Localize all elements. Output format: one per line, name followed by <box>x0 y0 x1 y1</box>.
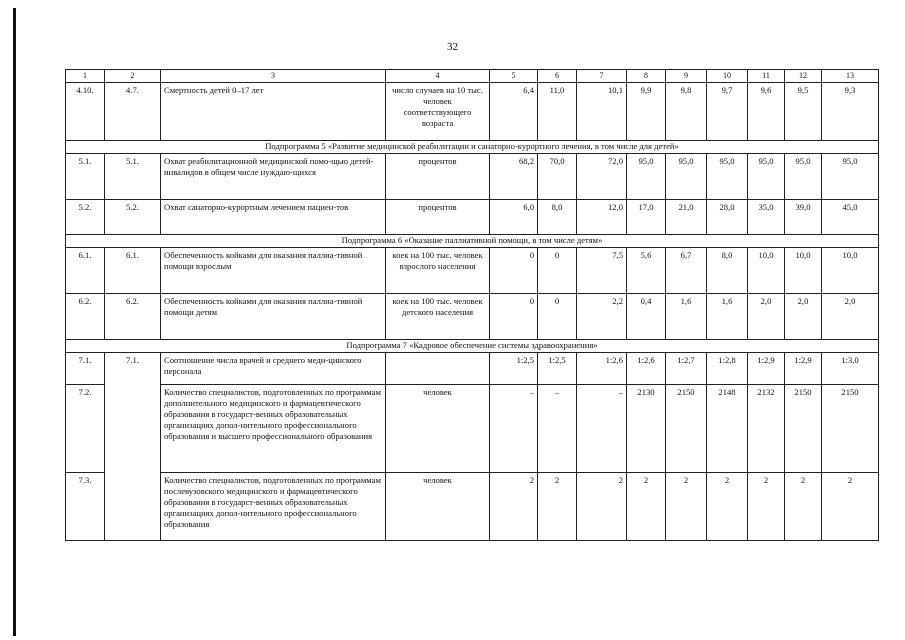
table-row <box>66 294 879 340</box>
table-row <box>66 248 879 294</box>
value-cell: 2 <box>627 473 666 541</box>
subprogram-row <box>66 235 879 248</box>
unit-cell: число случаев на 10 тыс. человек соответствующего возраста <box>386 83 490 141</box>
value-cell: 70,0 <box>538 154 577 200</box>
value-cell: 2 <box>666 473 707 541</box>
value-cell: 0,4 <box>627 294 666 340</box>
column-header: 5 <box>490 70 538 83</box>
value-cell: 17,0 <box>627 200 666 235</box>
row-number: 7.3. <box>66 473 105 541</box>
unit-cell: человек <box>386 385 490 473</box>
value-cell: 9,5 <box>785 83 822 141</box>
unit-cell: процентов <box>386 154 490 200</box>
value-cell: 10,1 <box>577 83 627 141</box>
value-cell: 2,0 <box>748 294 785 340</box>
value-cell: 0 <box>490 294 538 340</box>
table-body <box>66 83 879 541</box>
column-header: 13 <box>822 70 879 83</box>
value-cell: 2132 <box>748 385 785 473</box>
name-cell: Смертность детей 0–17 лет <box>161 83 386 141</box>
value-cell: 9,6 <box>748 83 785 141</box>
value-cell: 8,0 <box>707 248 748 294</box>
value-cell: – <box>538 385 577 473</box>
subprogram-row <box>66 340 879 353</box>
row-number: 5.2. <box>66 200 105 235</box>
value-cell: 72,0 <box>577 154 627 200</box>
subprogram-title: Подпрограмма 5 «Развитие медицинской реабилитации и санаторно-курортного лечения, в том числе для детей» <box>66 141 879 154</box>
subprogram-title: Подпрограмма 7 «Кадровое обеспечение системы здравоохранения» <box>66 340 879 353</box>
name-cell: Соотношение числа врачей и среднего меди-цинского персонала <box>161 353 386 385</box>
row-ref-number: 4.7. <box>105 83 161 141</box>
value-cell: 10,0 <box>748 248 785 294</box>
value-cell: 0 <box>538 248 577 294</box>
row-ref-number: 6.2. <box>105 294 161 340</box>
value-cell: 2 <box>785 473 822 541</box>
value-cell: 2 <box>822 473 879 541</box>
unit-cell: процентов <box>386 200 490 235</box>
value-cell: 95,0 <box>785 154 822 200</box>
subprogram-title: Подпрограмма 6 «Оказание паллиативной помощи, в том числе детям» <box>66 235 879 248</box>
subprogram-row <box>66 141 879 154</box>
value-cell: 12,0 <box>577 200 627 235</box>
value-cell: 1:2,9 <box>748 353 785 385</box>
column-header: 6 <box>538 70 577 83</box>
value-cell: 21,0 <box>666 200 707 235</box>
value-cell: 1:2,8 <box>707 353 748 385</box>
value-cell: 2150 <box>666 385 707 473</box>
value-cell: 1,6 <box>666 294 707 340</box>
column-header: 9 <box>666 70 707 83</box>
value-cell: 28,0 <box>707 200 748 235</box>
value-cell: 11,0 <box>538 83 577 141</box>
name-cell: Обеспеченность койками для оказания паллиа-тивной помощи детям <box>161 294 386 340</box>
value-cell: 10,0 <box>785 248 822 294</box>
row-number: 7.2. <box>66 385 105 473</box>
value-cell: 0 <box>538 294 577 340</box>
value-cell: 2 <box>577 473 627 541</box>
table-row <box>66 200 879 235</box>
value-cell: 1:2,5 <box>538 353 577 385</box>
table-row <box>66 154 879 200</box>
column-header: 1 <box>66 70 105 83</box>
row-number: 6.1. <box>66 248 105 294</box>
value-cell: 68,2 <box>490 154 538 200</box>
value-cell: 1:2,6 <box>627 353 666 385</box>
column-header: 7 <box>577 70 627 83</box>
value-cell: 2150 <box>785 385 822 473</box>
value-cell: 2130 <box>627 385 666 473</box>
column-header: 11 <box>748 70 785 83</box>
value-cell: 2 <box>707 473 748 541</box>
unit-cell: коек на 100 тыс. человек взрослого населения <box>386 248 490 294</box>
value-cell: 95,0 <box>627 154 666 200</box>
value-cell: 1:2,9 <box>785 353 822 385</box>
value-cell: 9,8 <box>666 83 707 141</box>
value-cell: 2 <box>490 473 538 541</box>
unit-cell <box>386 353 490 385</box>
row-ref-number: 6.1. <box>105 248 161 294</box>
value-cell: 1:2,5 <box>490 353 538 385</box>
value-cell: 95,0 <box>707 154 748 200</box>
value-cell: 2150 <box>822 385 879 473</box>
value-cell: 6,4 <box>490 83 538 141</box>
value-cell: 2,0 <box>822 294 879 340</box>
value-cell: 39,0 <box>785 200 822 235</box>
value-cell: 8,0 <box>538 200 577 235</box>
column-header: 4 <box>386 70 490 83</box>
value-cell: 95,0 <box>666 154 707 200</box>
value-cell: 2148 <box>707 385 748 473</box>
column-header: 12 <box>785 70 822 83</box>
value-cell: 2 <box>748 473 785 541</box>
value-cell: 95,0 <box>822 154 879 200</box>
table-row <box>66 83 879 141</box>
value-cell: 1,6 <box>707 294 748 340</box>
column-header: 10 <box>707 70 748 83</box>
name-cell: Охват реабилитационной медицинской помо-щью детей-инвалидов в общем числе нуждаю-щихся <box>161 154 386 200</box>
header-row <box>66 70 879 83</box>
name-cell: Охват санаторно-курортным лечением пациен-тов <box>161 200 386 235</box>
value-cell: 7,5 <box>577 248 627 294</box>
value-cell: 35,0 <box>748 200 785 235</box>
row-ref-number: 5.2. <box>105 200 161 235</box>
value-cell: 95,0 <box>748 154 785 200</box>
indicators-table <box>65 69 879 541</box>
table-row <box>66 385 879 473</box>
column-header: 2 <box>105 70 161 83</box>
page-edge-bar <box>13 8 16 636</box>
value-cell: – <box>490 385 538 473</box>
value-cell: 6,7 <box>666 248 707 294</box>
value-cell: 45,0 <box>822 200 879 235</box>
column-header: 3 <box>161 70 386 83</box>
row-number: 5.1. <box>66 154 105 200</box>
value-cell: 0 <box>490 248 538 294</box>
value-cell: 2,2 <box>577 294 627 340</box>
value-cell: 10,0 <box>822 248 879 294</box>
value-cell: 2,0 <box>785 294 822 340</box>
row-ref-number: 5.1. <box>105 154 161 200</box>
page-number: 32 <box>447 41 458 53</box>
row-ref-number: 7.1. <box>105 353 161 541</box>
value-cell: 9,9 <box>627 83 666 141</box>
value-cell: 1:2,6 <box>577 353 627 385</box>
value-cell: 9,7 <box>707 83 748 141</box>
column-header: 8 <box>627 70 666 83</box>
unit-cell: коек на 100 тыс. человек детского населения <box>386 294 490 340</box>
table-row <box>66 353 879 385</box>
name-cell: Количество специалистов, подготовленных по программам послевузовского медицинского и фармацевтического образования в государст-венных образовательных организациях допол-нительного профессионального образования <box>161 473 386 541</box>
row-number: 4.10. <box>66 83 105 141</box>
value-cell: – <box>577 385 627 473</box>
table-row <box>66 473 879 541</box>
value-cell: 1:3,0 <box>822 353 879 385</box>
value-cell: 2 <box>538 473 577 541</box>
value-cell: 6,0 <box>490 200 538 235</box>
name-cell: Обеспеченность койками для оказания паллиа-тивной помощи взрослым <box>161 248 386 294</box>
name-cell: Количество специалистов, подготовленных по программам дополнительного медицинского и фармацевтического образования в государст-венных образовательных организациях допол-нительного профессионального образования и высшего профессионального образования <box>161 385 386 473</box>
value-cell: 5,6 <box>627 248 666 294</box>
row-number: 6.2. <box>66 294 105 340</box>
value-cell: 9,3 <box>822 83 879 141</box>
row-number: 7.1. <box>66 353 105 385</box>
unit-cell: человек <box>386 473 490 541</box>
value-cell: 1:2,7 <box>666 353 707 385</box>
